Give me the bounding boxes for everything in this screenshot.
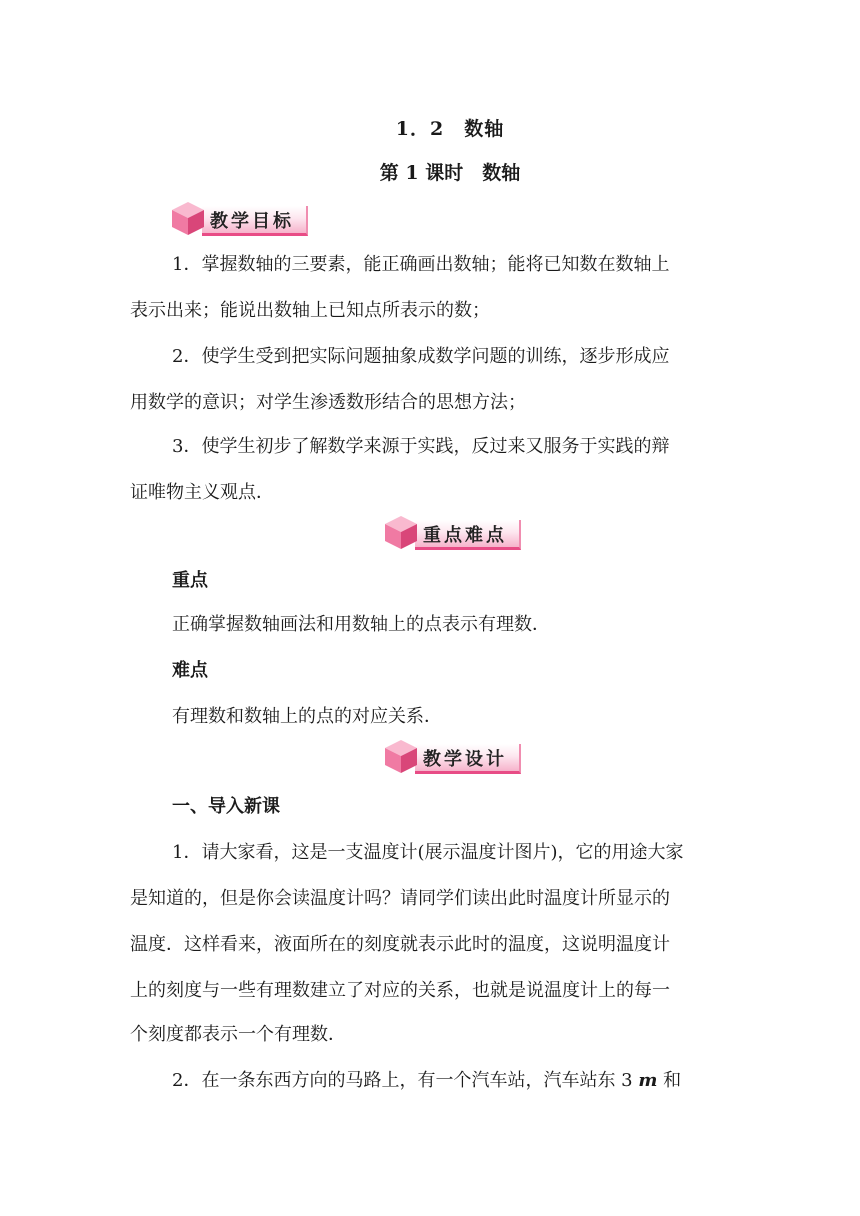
objectives-badge: [170, 200, 308, 236]
objective-1-line-2: 表示出来；能说出数轴上已知点所表示的数；: [130, 300, 490, 321]
keypoints-badge: [383, 514, 521, 550]
unit-variable: m: [638, 1070, 658, 1091]
objectives-heading: 教学目标: [202, 206, 308, 236]
design-p1-line-3: 温度．这样看来，液面所在的刻度就表示此时的温度，这说明温度计: [130, 934, 670, 955]
difficulty-text: 有理数和数轴上的点的对应关系．: [172, 706, 442, 727]
objective-3-line-2: 证唯物主义观点．: [130, 482, 274, 503]
key-text: 正确掌握数轴画法和用数轴上的点表示有理数．: [172, 614, 550, 635]
design-p2-line-1: [172, 1066, 681, 1092]
design-p1-line-1: 1．请大家看，这是一支温度计(展示温度计图片)，它的用途大家: [172, 842, 684, 863]
design-p2-text-a: 2．在一条东西方向的马路上，有一个汽车站，汽车站东 3: [172, 1070, 639, 1091]
objective-2-line-2: 用数学的意识；对学生渗透数形结合的思想方法；: [130, 392, 526, 413]
objective-2-line-1: 2．使学生受到把实际问题抽象成数学问题的训练，逐步形成应: [172, 346, 670, 367]
design-heading: 教学设计: [415, 744, 521, 774]
design-badge: [383, 738, 521, 774]
objective-3-line-1: 3．使学生初步了解数学来源于实践，反过来又服务于实践的辩: [172, 436, 670, 457]
difficulty-label: 难点: [172, 660, 208, 681]
cube-icon: [383, 738, 419, 774]
cube-icon: [383, 514, 419, 550]
lesson-title: 第 1 课时 数轴: [379, 162, 521, 184]
section-title: 1．2 数轴: [395, 118, 505, 140]
key-label: 重点: [172, 570, 208, 591]
design-p2-text-b: 和: [657, 1070, 682, 1091]
objective-1-line-1: 1．掌握数轴的三要素，能正确画出数轴；能将已知数在数轴上: [172, 254, 670, 275]
part1-title: 一、导入新课: [172, 796, 280, 817]
design-p1-line-2: 是知道的，但是你会读温度计吗？请同学们读出此时温度计所显示的: [130, 888, 670, 909]
design-p1-line-5: 个刻度都表示一个有理数．: [130, 1024, 346, 1045]
cube-icon: [170, 200, 206, 236]
keypoints-heading: 重点难点: [415, 520, 521, 550]
design-p1-line-4: 上的刻度与一些有理数建立了对应的关系，也就是说温度计上的每一: [130, 980, 670, 1001]
